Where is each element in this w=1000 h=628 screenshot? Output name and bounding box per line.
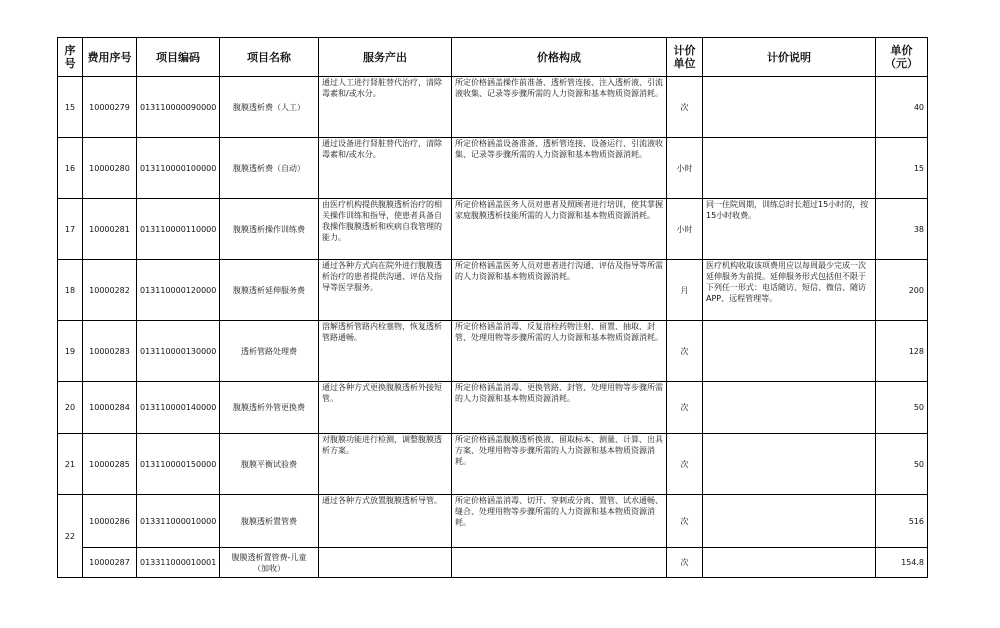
cell-unit: 次 [667, 548, 703, 578]
header-price: 单价 （元） [876, 38, 928, 77]
cell-price: 128 [876, 321, 928, 382]
cell-code: 013110000120000 [137, 260, 220, 321]
cell-output: 由医疗机构提供腹膜透析治疗的相关操作训练和指导，使患者具备自我操作腹膜透析和疾病自我管理的能力。 [319, 199, 452, 260]
cell-fee-no: 10000281 [83, 199, 137, 260]
header-note: 计价说明 [703, 38, 876, 77]
cell-composition: 所定价格涵盖操作前准备、透析管连接、注入透析液、引流液收集、记录等步骤所需的人力资源和基本物质资源消耗。 [452, 77, 667, 138]
cell-note [703, 495, 876, 548]
header-composition: 价格构成 [452, 38, 667, 77]
cell-fee-no: 10000282 [83, 260, 137, 321]
cell-composition: 所定价格涵盖设备准备、透析管连接、设备运行、引流液收集、记录等步骤所需的人力资源和基本物质资源消耗。 [452, 138, 667, 199]
cell-unit: 次 [667, 495, 703, 548]
cell-unit: 次 [667, 77, 703, 138]
cell-composition: 所定价格涵盖医务人员对患者及照顾者进行培训，使其掌握家庭腹膜透析技能所需的人力资源和基本物质资源消耗。 [452, 199, 667, 260]
cell-seq: 21 [58, 434, 83, 495]
cell-fee-no: 10000279 [83, 77, 137, 138]
cell-note [703, 434, 876, 495]
cell-name: 透析管路处理费 [220, 321, 319, 382]
table-row [58, 321, 928, 382]
cell-code: 013311000010001 [137, 548, 220, 578]
cell-price: 154.8 [876, 548, 928, 578]
cell-price: 15 [876, 138, 928, 199]
table-row [58, 382, 928, 434]
cell-unit: 次 [667, 434, 703, 495]
header-name: 项目名称 [220, 38, 319, 77]
cell-output: 通过各种方式向在院外进行腹膜透析治疗的患者提供沟通、评估及指导等医学服务。 [319, 260, 452, 321]
cell-name: 腹膜透析操作训练费 [220, 199, 319, 260]
cell-price: 40 [876, 77, 928, 138]
cell-unit: 次 [667, 382, 703, 434]
cell-code: 013110000130000 [137, 321, 220, 382]
cell-fee-no: 10000285 [83, 434, 137, 495]
cell-unit: 小时 [667, 199, 703, 260]
header-fee-no: 费用序号 [83, 38, 137, 77]
cell-unit: 小时 [667, 138, 703, 199]
cell-code: 013311000010000 [137, 495, 220, 548]
cell-price: 50 [876, 434, 928, 495]
cell-price: 516 [876, 495, 928, 548]
cell-output: 通过设备进行肾脏替代治疗，清除毒素和/或水分。 [319, 138, 452, 199]
cell-seq: 15 [58, 77, 83, 138]
cell-name: 腹膜透析费（人工） [220, 77, 319, 138]
cell-composition: 所定价格涵盖消毒、反复溶栓药物注射、留置、抽取、封管、处理用物等步骤所需的人力资源和基本物质资源消耗。 [452, 321, 667, 382]
header-row [58, 38, 928, 77]
cell-seq: 20 [58, 382, 83, 434]
cell-price: 38 [876, 199, 928, 260]
header-unit: 计价 单位 [667, 38, 703, 77]
cell-note: 同一住院周期，训练总时长超过15小时的，按15小时收费。 [703, 199, 876, 260]
fee-table [57, 37, 928, 578]
table-row [58, 548, 928, 578]
cell-output: 对腹膜功能进行检测，调整腹膜透析方案。 [319, 434, 452, 495]
table-row [58, 434, 928, 495]
table-row [58, 77, 928, 138]
cell-name: 腹膜透析费（自动） [220, 138, 319, 199]
cell-output: 通过各种方式放置腹膜透析导管。 [319, 495, 452, 548]
cell-code: 013110000100000 [137, 138, 220, 199]
cell-note [703, 321, 876, 382]
cell-code: 013110000110000 [137, 199, 220, 260]
cell-name: 腹膜透析置管费 [220, 495, 319, 548]
cell-name: 腹膜平衡试验费 [220, 434, 319, 495]
cell-fee-no: 10000287 [83, 548, 137, 578]
cell-output: 通过各种方式更换腹膜透析外接短管。 [319, 382, 452, 434]
header-code: 项目编码 [137, 38, 220, 77]
cell-seq: 18 [58, 260, 83, 321]
cell-note [703, 77, 876, 138]
cell-note: 医疗机构收取该项费用应以每周最少完成一次延伸服务为前提。延伸服务形式包括但不限于下列任一形式：电话随访、短信、微信、随访APP、远程管理等。 [703, 260, 876, 321]
cell-fee-no: 10000283 [83, 321, 137, 382]
cell-fee-no: 10000286 [83, 495, 137, 548]
cell-unit: 次 [667, 321, 703, 382]
cell-output [319, 548, 452, 578]
header-output: 服务产出 [319, 38, 452, 77]
cell-seq: 16 [58, 138, 83, 199]
cell-fee-no: 10000284 [83, 382, 137, 434]
table-row [58, 495, 928, 548]
cell-note [703, 548, 876, 578]
cell-price: 200 [876, 260, 928, 321]
cell-code: 013110000090000 [137, 77, 220, 138]
cell-fee-no: 10000280 [83, 138, 137, 199]
cell-seq: 17 [58, 199, 83, 260]
cell-note [703, 138, 876, 199]
cell-composition: 所定价格涵盖消毒、切开、穿刺或分离、置管、试水通畅、缝合、处理用物等步骤所需的人力资源和基本物质资源消耗。 [452, 495, 667, 548]
cell-name: 腹膜透析延伸服务费 [220, 260, 319, 321]
cell-composition: 所定价格涵盖消毒、更换管路、封管、处理用物等步骤所需的人力资源和基本物质资源消耗。 [452, 382, 667, 434]
cell-note [703, 382, 876, 434]
cell-composition [452, 548, 667, 578]
cell-name: 腹膜透析置管费-儿童 （加收） [220, 548, 319, 578]
cell-composition: 所定价格涵盖医务人员对患者进行沟通、评估及指导等所需的人力资源和基本物质资源消耗。 [452, 260, 667, 321]
cell-seq: 19 [58, 321, 83, 382]
cell-unit: 月 [667, 260, 703, 321]
header-seq: 序 号 [58, 38, 83, 77]
cell-output: 溶解透析管路内栓塞物，恢复透析管路通畅。 [319, 321, 452, 382]
cell-code: 013110000140000 [137, 382, 220, 434]
cell-seq: 22 [58, 495, 83, 578]
cell-composition: 所定价格涵盖腹膜透析换液、留取标本、测量、计算、出具方案、处理用物等步骤所需的人力资源和基本物质资源消耗。 [452, 434, 667, 495]
cell-price: 50 [876, 382, 928, 434]
table-row [58, 138, 928, 199]
table-row [58, 260, 928, 321]
cell-name: 腹膜透析外管更换费 [220, 382, 319, 434]
table-row [58, 199, 928, 260]
cell-code: 013110000150000 [137, 434, 220, 495]
cell-output: 通过人工进行肾脏替代治疗，清除毒素和/或水分。 [319, 77, 452, 138]
